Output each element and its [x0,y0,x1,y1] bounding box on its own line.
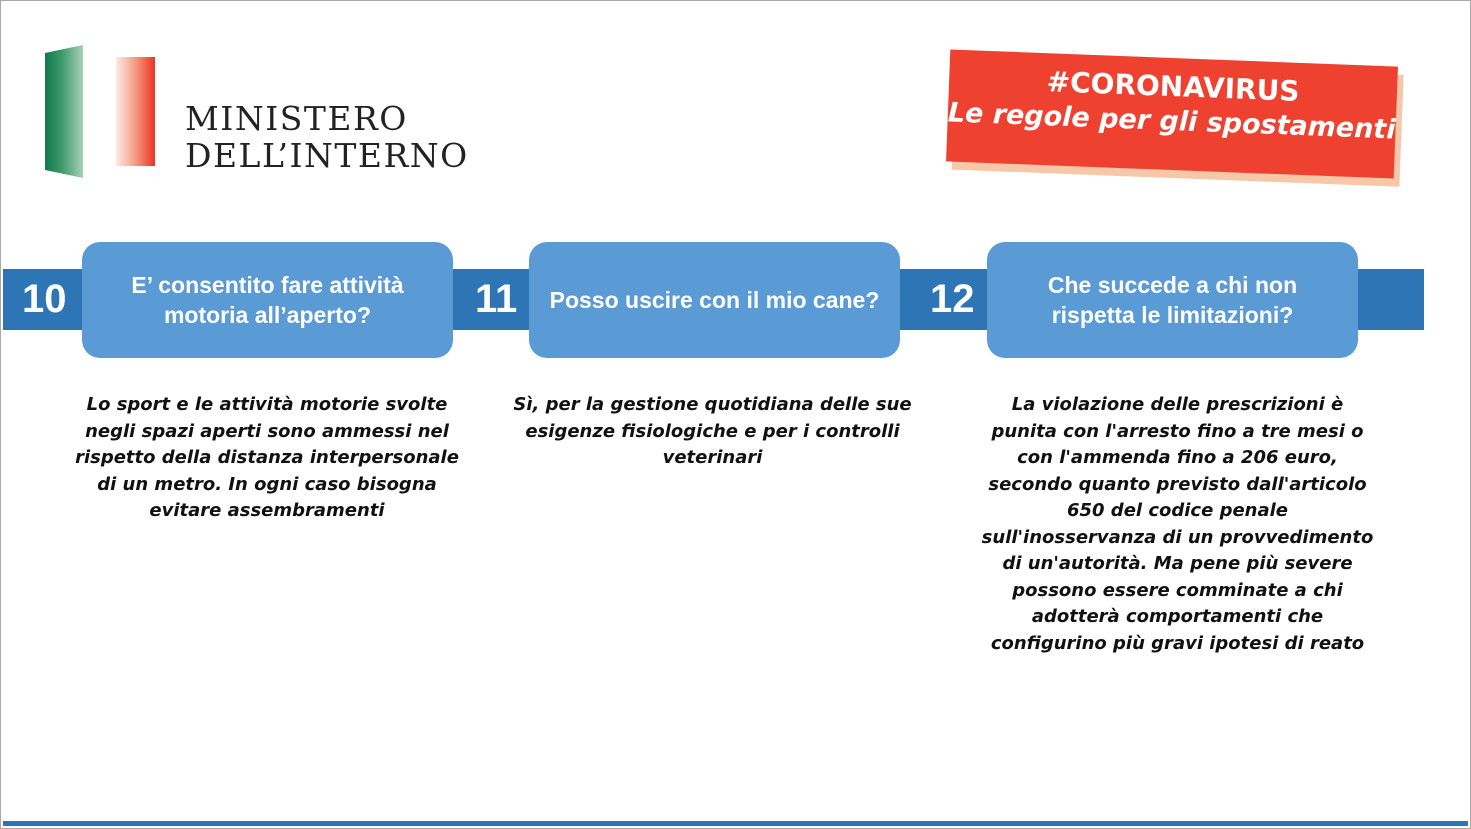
question-text-12: Che succede a chi non rispetta le limitazioni? [1047,272,1298,328]
flag-green-stripe [45,45,83,178]
question-text-11: Posso uscire con il mio cane? [549,287,880,313]
flag-red-stripe [116,57,155,166]
ministry-name-line1: MINISTERO [185,99,408,138]
coronavirus-banner [946,49,1398,178]
answer-text-11: Sì, per la gestione quotidiana delle sue esigenze fisiologiche e per i controlli veterinari [513,394,912,468]
item-number-11: 11 [475,277,518,321]
question-card-11 [529,242,900,358]
bottom-rule [3,821,1468,826]
banner-subtitle: Le regole per gli spostamenti [947,97,1397,146]
banner-box [946,49,1398,178]
item-number-10: 10 [22,277,67,321]
answer-text-12: La violazione delle prescrizioni è punita con l'arresto fino a tre mesi o con l'ammenda fino a 206 euro, secondo quanto previsto dall'articolo 650 del codice penale sull'inosservanza di un provvedimento di un'autorità. Ma pene più severe possono essere comminate a chi adotterà comportamenti che configurino più gravi ipotesi di reato [981,394,1374,654]
ministry-name [185,100,469,174]
question-card-10 [82,242,453,358]
question-card-12 [987,242,1358,358]
item-number-12: 12 [930,277,975,321]
banner-hashtag: #CORONAVIRUS [1046,65,1301,108]
question-text-10: E’ consentito fare attività motoria all’aperto? [131,272,404,328]
ministry-name-line2: DELL’INTERNO [185,136,469,175]
answer-text-10: Lo sport e le attività motorie svolte negli spazi aperti sono ammessi nel rispetto della distanza interpersonale di un metro. In ogni caso bisogna evitare assembramenti [75,394,459,521]
